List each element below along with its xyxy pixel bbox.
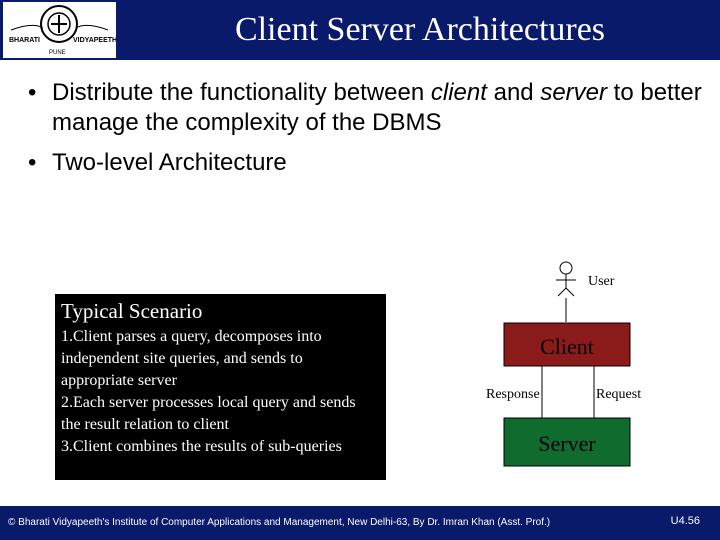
user-stick-figure-icon xyxy=(556,262,576,296)
footer-bar xyxy=(0,506,720,540)
page-number: U4.56 xyxy=(670,515,700,527)
logo-text-bottom: PUNE xyxy=(49,50,66,56)
scenario-line: 3.Client combines the results of sub-queries xyxy=(61,438,342,455)
server-word: server xyxy=(540,79,607,106)
scenario-line: independent site queries, and sends to xyxy=(61,350,303,367)
response-label: Response xyxy=(486,387,540,402)
client-server-diagram xyxy=(470,258,670,478)
user-label: User xyxy=(588,274,615,289)
bullet-item-two-level: • Two-level Architecture xyxy=(28,149,287,176)
scenario-line: appropriate server xyxy=(61,372,177,389)
scenario-line: the result relation to client xyxy=(61,416,229,433)
client-label: Client xyxy=(540,334,594,359)
scenario-line: 1.Client parses a query, decomposes into xyxy=(61,328,322,345)
logo-text-left: BHARATI xyxy=(9,37,40,44)
slide-title: Client Server Architectures xyxy=(234,11,606,48)
typical-scenario-box xyxy=(55,294,386,480)
footer-copyright: © Bharati Vidyapeeth's Institute of Computer Applications and Management, New Delhi-63, By Dr. Imran Khan (Asst. Prof.) xyxy=(8,517,551,528)
scenario-title: Typical Scenario xyxy=(61,299,203,323)
logo-text-right: VIDYAPEETH xyxy=(73,37,116,44)
client-word: client xyxy=(430,79,487,106)
scenario-line: 2.Each server processes local query and sends xyxy=(61,394,356,411)
bullet-list xyxy=(28,78,718,188)
request-label: Request xyxy=(596,387,642,402)
server-label: Server xyxy=(538,431,596,456)
institute-logo xyxy=(3,2,116,58)
bullet-item-distribute: • Distribute the functionality between client and server to better manage the complexity of the DBMS xyxy=(28,79,702,136)
header-bar xyxy=(0,0,720,60)
